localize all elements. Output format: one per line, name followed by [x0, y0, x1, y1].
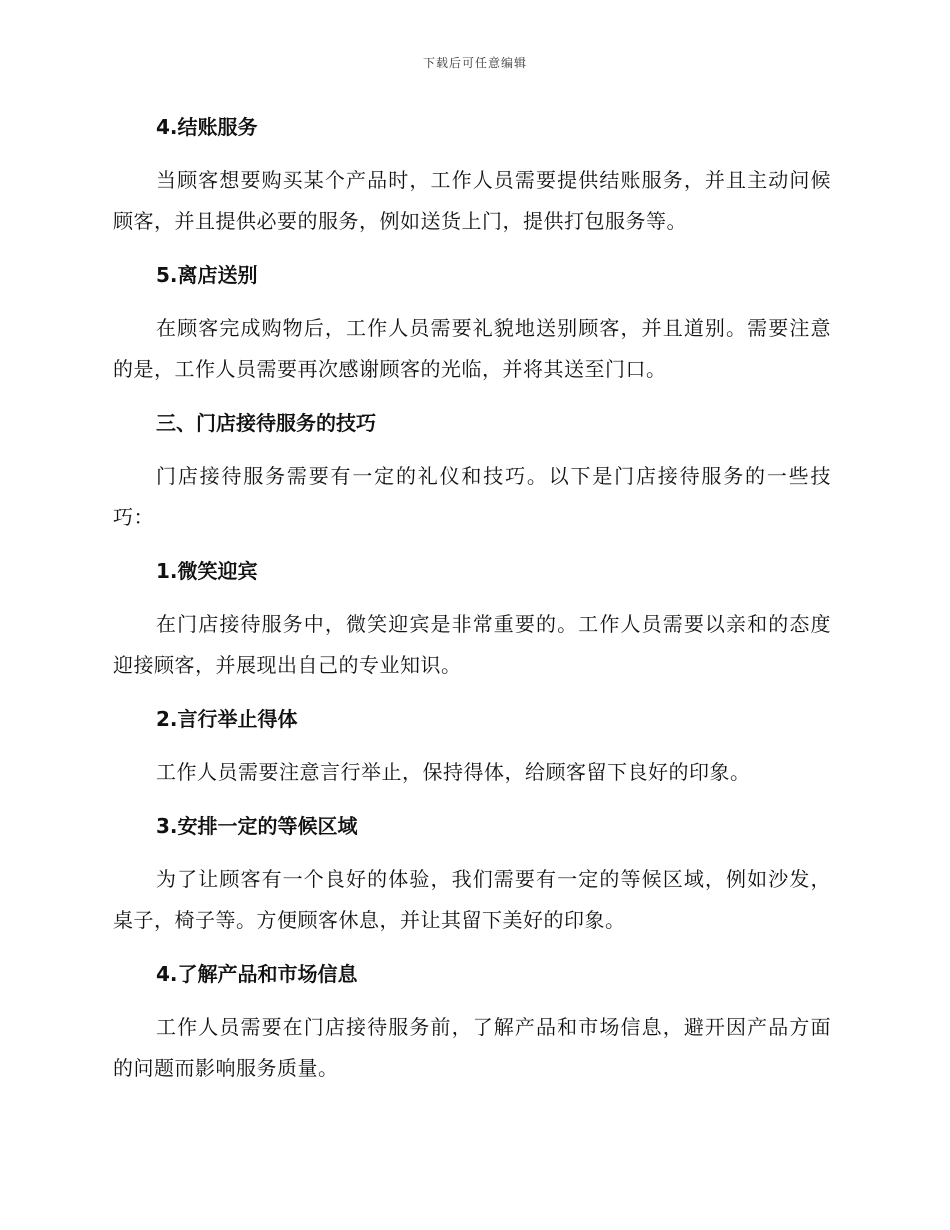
document-body	[113, 108, 831, 1103]
paragraph-skills-intro: 门店接待服务需要有一定的礼仪和技巧。以下是门店接待服务的一些技巧：	[113, 464, 831, 529]
paragraph-product-info: 工作人员需要在门店接待服务前，了解产品和市场信息，避开因产品方面的问题而影响服务质量。	[113, 1015, 831, 1080]
page-header: 下载后可任意编辑	[422, 56, 527, 70]
section-heading-waiting-area: 3.安排一定的等候区域	[156, 814, 358, 838]
section-heading-smile: 1.微笑迎宾	[156, 559, 258, 583]
section-heading-checkout: 4.结账服务	[156, 115, 258, 139]
paragraph-smile: 在门店接待服务中，微笑迎宾是非常重要的。工作人员需要以亲和的态度迎接顾客，并展现出自己的专业知识。	[113, 612, 831, 677]
paragraph-waiting-area: 为了让顾客有一个良好的体验，我们需要有一定的等候区域，例如沙发，桌子，椅子等。方便顾客休息，并让其留下美好的印象。	[113, 867, 831, 932]
section-heading-skills: 三、门店接待服务的技巧	[156, 411, 376, 435]
section-heading-manners: 2.言行举止得体	[156, 707, 298, 731]
section-heading-product-info: 4.了解产品和市场信息	[156, 962, 358, 986]
section-heading-farewell: 5.离店送别	[156, 263, 258, 287]
paragraph-farewell: 在顾客完成购物后，工作人员需要礼貌地送别顾客，并且道别。需要注意的是，工作人员需要再次感谢顾客的光临，并将其送至门口。	[113, 316, 831, 381]
paragraph-checkout: 当顾客想要购买某个产品时，工作人员需要提供结账服务，并且主动问候顾客，并且提供必要的服务，例如送货上门，提供打包服务等。	[113, 168, 831, 233]
paragraph-manners: 工作人员需要注意言行举止，保持得体，给顾客留下良好的印象。	[156, 760, 751, 784]
